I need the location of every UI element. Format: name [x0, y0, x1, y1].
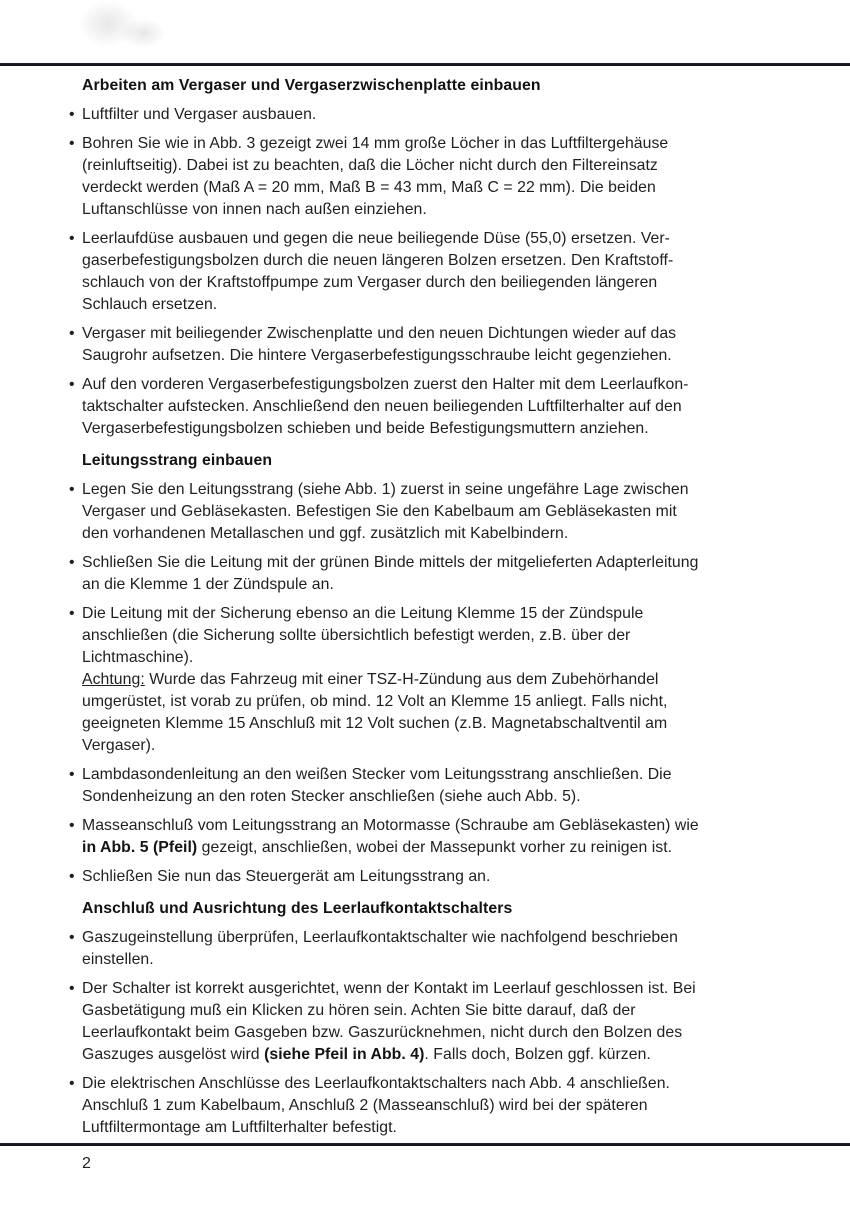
bullet-item	[69, 978, 796, 1066]
bullet-dot-icon: •	[69, 766, 75, 783]
text-run: Lichtmaschine).	[82, 649, 194, 666]
bullet-dot-icon: •	[69, 554, 75, 571]
bullet-text	[82, 552, 796, 596]
text-run: Auf den vorderen Vergaserbefestigungsbolzen zuerst den Halter mit dem Leerlaufkon-	[82, 376, 689, 393]
bullet-item	[69, 133, 796, 221]
text-line	[82, 479, 796, 501]
bullet-item	[69, 104, 796, 126]
bullet-text	[82, 133, 796, 221]
bullet-dot-icon: •	[69, 325, 75, 342]
section-heading: Leitungsstrang einbauen	[82, 452, 273, 469]
text-run: Schließen Sie nun das Steuergerät am Leitungsstrang an.	[82, 868, 491, 885]
text-run: Luftfilter und Vergaser ausbauen.	[82, 106, 317, 123]
bullet-dot-icon: •	[69, 481, 75, 498]
bullet-item	[69, 603, 796, 757]
text-run: taktschalter aufstecken. Anschließend den neuen beiliegenden Luftfilterhalter auf den	[82, 398, 682, 415]
text-run: Gaszuges ausgelöst wird	[82, 1046, 265, 1063]
bullet-text	[82, 764, 796, 808]
text-line	[82, 523, 796, 545]
text-run: Der Schalter ist korrekt ausgerichtet, wenn der Kontakt im Leerlauf geschlossen ist. Bei	[82, 980, 696, 997]
text-line	[82, 374, 796, 396]
text-run: Bohren Sie wie in Abb. 3 gezeigt zwei 14 mm große Löcher in das Luftfiltergehäuse	[82, 135, 669, 152]
bullet-item	[69, 374, 796, 440]
text-line	[82, 104, 796, 126]
text-run: Wurde das Fahrzeug mit einer TSZ-H-Zündung aus dem Zubehörhandel	[144, 671, 659, 688]
text-line	[82, 764, 796, 786]
text-run: schlauch von der Kraftstoffpumpe zum Vergaser durch den beiliegenden längeren	[82, 274, 658, 291]
text-line	[82, 418, 796, 440]
text-run: Vergaserbefestigungsbolzen schieben und beide Befestigungsmuttern anziehen.	[82, 420, 649, 437]
text-line	[82, 501, 796, 523]
text-run: Anschluß 1 zum Kabelbaum, Anschluß 2 (Masseanschluß) wird bei der späteren	[82, 1097, 648, 1114]
text-run: Vergaser und Gebläsekasten. Befestigen Sie den Kabelbaum am Gebläsekasten mit	[82, 503, 677, 520]
text-run: Legen Sie den Leitungsstrang (siehe Abb. 1) zuerst in seine ungefähre Lage zwischen	[82, 481, 689, 498]
text-line	[82, 837, 796, 859]
text-line	[82, 272, 796, 294]
text-line	[82, 1073, 796, 1095]
text-run: Schlauch ersetzen.	[82, 296, 218, 313]
bullet-text	[82, 927, 796, 971]
bullet-item	[69, 815, 796, 859]
bullet-text	[82, 603, 796, 757]
text-line	[82, 133, 796, 155]
document-body	[69, 75, 796, 1139]
bullet-text	[82, 1073, 796, 1139]
bullet-dot-icon: •	[69, 1075, 75, 1092]
text-line	[82, 250, 796, 272]
text-line	[82, 949, 796, 971]
bullet-dot-icon: •	[69, 106, 75, 123]
text-line	[82, 552, 796, 574]
text-run: Leerlaufdüse ausbauen und gegen die neue beiliegende Düse (55,0) ersetzen. Ver-	[82, 230, 670, 247]
text-run: Sondenheizung an den roten Stecker anschließen (siehe auch Abb. 5).	[82, 788, 581, 805]
text-line	[82, 1117, 796, 1139]
text-line	[82, 396, 796, 418]
text-run: einstellen.	[82, 951, 154, 968]
text-run: Die Leitung mit der Sicherung ebenso an die Leitung Klemme 15 der Zündspule	[82, 605, 644, 622]
text-run: geeigneten Klemme 15 Anschluß mit 12 Volt suchen (z.B. Magnetabschaltventil am	[82, 715, 668, 732]
text-run: (siehe Pfeil in Abb. 4)	[264, 1046, 425, 1063]
text-run: anschließen (die Sicherung sollte übersichtlich befestigt werden, z.B. über der	[82, 627, 631, 644]
bullet-item	[69, 764, 796, 808]
text-run: gezeigt, anschließen, wobei der Massepunkt vorher zu reinigen ist.	[197, 839, 673, 856]
section-heading: Arbeiten am Vergaser und Vergaserzwischenplatte einbauen	[82, 77, 541, 94]
bullet-item	[69, 552, 796, 596]
bullet-text	[82, 323, 796, 367]
bullet-dot-icon: •	[69, 929, 75, 946]
text-line	[82, 1095, 796, 1117]
scan-artifact	[78, 0, 138, 48]
bullet-item	[69, 927, 796, 971]
bullet-dot-icon: •	[69, 230, 75, 247]
text-line	[82, 177, 796, 199]
bullet-dot-icon: •	[69, 980, 75, 997]
text-run: Saugrohr aufsetzen. Die hintere Vergaserbefestigungsschraube leicht gegenziehen.	[82, 347, 672, 364]
bullet-item	[69, 866, 796, 888]
page-number: 2	[82, 1155, 91, 1172]
text-line	[82, 603, 796, 625]
text-run: Lambdasondenleitung an den weißen Stecker vom Leitungsstrang anschließen. Die	[82, 766, 672, 783]
bullet-dot-icon: •	[69, 376, 75, 393]
text-line	[82, 1000, 796, 1022]
bullet-text	[82, 815, 796, 859]
bullet-item	[69, 228, 796, 316]
text-line	[82, 669, 796, 691]
text-line	[82, 228, 796, 250]
text-run: Masseanschluß vom Leitungsstrang an Motormasse (Schraube am Gebläsekasten) wie	[82, 817, 699, 834]
scan-artifact	[120, 18, 166, 48]
text-run: in Abb. 5 (Pfeil)	[82, 839, 198, 856]
text-run: . Falls doch, Bolzen ggf. kürzen.	[424, 1046, 651, 1063]
text-line	[82, 1022, 796, 1044]
bullet-text	[82, 866, 796, 888]
text-line	[82, 713, 796, 735]
bullet-text	[82, 228, 796, 316]
text-line	[82, 1044, 796, 1066]
text-run: verdeckt werden (Maß A = 20 mm, Maß B = 43 mm, Maß C = 22 mm). Die beiden	[82, 179, 656, 196]
text-line	[82, 735, 796, 757]
bullet-item	[69, 323, 796, 367]
text-line	[82, 927, 796, 949]
bullet-text	[82, 479, 796, 545]
text-line	[82, 294, 796, 316]
text-line	[82, 647, 796, 669]
text-line	[82, 978, 796, 1000]
text-run: gaserbefestigungsbolzen durch die neuen längeren Bolzen ersetzen. Den Kraftstoff-	[82, 252, 674, 269]
text-line	[82, 625, 796, 647]
bullet-dot-icon: •	[69, 817, 75, 834]
section-heading: Anschluß und Ausrichtung des Leerlaufkontaktschalters	[82, 900, 513, 917]
bullet-item	[69, 1073, 796, 1139]
bullet-item	[69, 479, 796, 545]
text-run: Schließen Sie die Leitung mit der grünen Binde mittels der mitgelieferten Adapterleitung	[82, 554, 699, 571]
text-run: Luftanschlüsse von innen nach außen einziehen.	[82, 201, 427, 218]
text-run: den vorhandenen Metallaschen und ggf. zusätzlich mit Kabelbindern.	[82, 525, 569, 542]
text-run: Leerlaufkontakt beim Gasgeben bzw. Gaszurücknehmen, nicht durch den Bolzen des	[82, 1024, 683, 1041]
text-line	[82, 345, 796, 367]
bullet-dot-icon: •	[69, 605, 75, 622]
bullet-dot-icon: •	[69, 135, 75, 152]
bullet-text	[82, 104, 796, 126]
text-line	[82, 691, 796, 713]
text-line	[82, 815, 796, 837]
text-line	[82, 199, 796, 221]
top-rule	[0, 63, 850, 66]
text-run: Vergaser).	[82, 737, 156, 754]
text-run: umgerüstet, ist vorab zu prüfen, ob mind. 12 Volt an Klemme 15 anliegt. Falls nicht,	[82, 693, 668, 710]
text-run: Gaszugeinstellung überprüfen, Leerlaufkontaktschalter wie nachfolgend beschrieben	[82, 929, 678, 946]
text-run: Luftfiltermontage am Luftfilterhalter befestigt.	[82, 1119, 397, 1136]
text-line	[82, 323, 796, 345]
bullet-dot-icon: •	[69, 868, 75, 885]
text-run: Vergaser mit beiliegender Zwischenplatte und den neuen Dichtungen wieder auf das	[82, 325, 677, 342]
text-run: an die Klemme 1 der Zündspule an.	[82, 576, 334, 593]
text-line	[82, 574, 796, 596]
text-line	[82, 786, 796, 808]
bullet-text	[82, 374, 796, 440]
text-run: Gasbetätigung muß ein Klicken zu hören sein. Achten Sie bitte darauf, daß der	[82, 1002, 636, 1019]
text-run: (reinluftseitig). Dabei ist zu beachten, daß die Löcher nicht durch den Filtereinsatz	[82, 157, 658, 174]
bullet-text	[82, 978, 796, 1066]
text-run: Achtung:	[82, 671, 145, 688]
bottom-rule	[0, 1143, 850, 1146]
text-line	[82, 155, 796, 177]
text-run: Die elektrischen Anschlüsse des Leerlaufkontaktschalters nach Abb. 4 anschließen.	[82, 1075, 670, 1092]
text-line	[82, 866, 796, 888]
